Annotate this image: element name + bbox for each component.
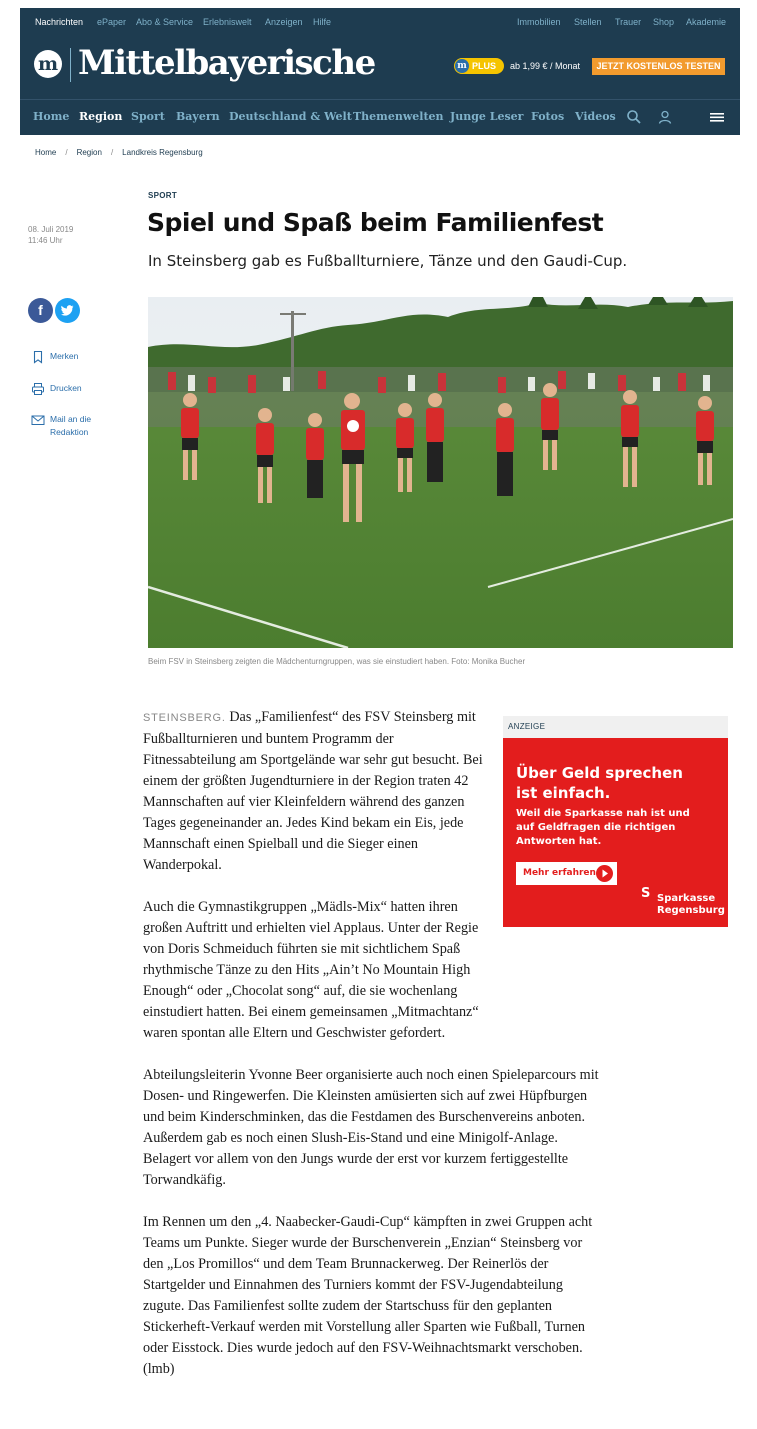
nav-item-sport[interactable]: Sport [131,110,165,123]
user-icon[interactable] [657,109,673,125]
search-icon[interactable] [626,109,642,125]
free-trial-button[interactable]: JETZT KOSTENLOS TESTEN [592,58,725,75]
mail-editor-label: Mail an die Redaktion [50,414,92,437]
nav-item-home[interactable]: Home [33,110,70,123]
breadcrumb: Home / Region / Landkreis Regensburg [35,148,203,157]
menu-icon[interactable] [709,109,725,125]
ad-headline: Über Geld sprechen ist einfach. [516,764,683,802]
play-arrow-icon [596,865,613,882]
twitter-icon [55,298,80,323]
article-paragraph: Auch die Gymnastikgruppen „Mädls-Mix“ hatten ihren großen Auftritt und erhielten viel Applaus. Unter der Regie von Doris Schmeiduch führten sie mit sichtlichem Spaß rhythmische Tänze zu den Hits „Ain’t No Mountain High Enough“ oder „Chocolat song“ auf, die sie wochenlang einstudiert hatten. Bei einem gemeinsamen „Mitmachtanz“ waren spontan alle Eltern und Geschwister gefordert. [143,899,479,1041]
plus-badge[interactable] [454,58,504,74]
ad-label: ANZEIGE [503,716,728,738]
topbar-link-nachrichten[interactable]: Nachrichten [35,17,84,27]
article-paragraph: STEINSBERG. Das „Familienfest“ des FSV Steinsberg mit Fußballturnieren und buntem Programm der Fitnessabteilung am Sportgelände war sehr gut besucht. Bei einem der größten Jugendturniere in der Region traten 42 Mannschaften auf vier Kleinfeldern während des ganzen Tages gegeneinander an. Jedes Kind bekam ein Eis, jede Mannschaft einen Spielball und die Sieger einen Wanderpokal. [143,709,483,873]
bookmark-icon [31,350,45,364]
article-kicker[interactable]: SPORT [148,191,178,200]
nav-item-junge-leser[interactable]: Junge Leser [450,110,524,123]
plus-logo-icon: m [455,59,469,73]
sparkasse-logo-icon: S [641,886,651,901]
breadcrumb-region[interactable]: Region [76,148,102,157]
bookmark-label: Merken [50,351,79,361]
sparkasse-ad[interactable] [503,738,728,927]
nav-item-deutschland-welt[interactable]: Deutschland & Welt [229,110,352,123]
facebook-share-button[interactable] [28,298,53,323]
article-subtitle: In Steinsberg gab es Fußballturniere, Tänze und den Gaudi-Cup. [148,252,628,270]
article-image[interactable] [148,297,733,648]
subscription-price: ab 1,99 € / Monat [510,61,581,71]
publish-date-day: 08. Juli 2019 [28,225,74,234]
topbar-link-epaper[interactable]: ePaper [97,17,127,27]
brand-name: Mittelbayerische [78,43,375,83]
article-dateline: STEINSBERG. [143,712,226,724]
brand-divider [70,48,71,82]
topbar-link-erlebniswelt[interactable]: Erlebniswelt [203,17,252,27]
mail-icon [31,413,45,427]
topbar-link-trauer[interactable]: Trauer [615,17,642,27]
facebook-icon: f [38,302,43,318]
sports-field-photo [148,297,733,648]
plus-label: PLUS [472,61,497,71]
ad-subline: Weil die Sparkasse nah ist und auf Geldfragen die richtigen Antworten hat. [516,808,690,847]
article-paragraph: Abteilungsleiterin Yvonne Beer organisierte auch noch einen Spieleparcours mit Dosen- und Ringewerfen. Die Kleinsten amüsierten sich auf zwei Hüpfburgen und beim Kinderschminken, das die Festdamen des Burschenvereins anboten. Außerdem gab es noch einen Slush-Eis-Stand und eine Minigolf-Anlage. Belagert vor allem von den Jungs wurde der erst vor kurzem fertiggestellte Torwandkäfig. [143,1067,599,1188]
print-label: Drucken [50,383,82,393]
topbar-link-abo-service[interactable]: Abo & Service [136,17,194,27]
publish-date [28,224,73,246]
topbar-link-anzeigen[interactable]: Anzeigen [265,17,303,27]
topbar-link-akademie[interactable]: Akademie [686,17,727,27]
breadcrumb-landkreis[interactable]: Landkreis Regensburg [122,148,203,157]
twitter-share-button[interactable] [55,298,80,323]
topbar-link-immobilien[interactable]: Immobilien [517,17,561,27]
nav-item-videos[interactable]: Videos [575,110,616,123]
brand-logo-icon: m [34,50,62,78]
ad-more-button[interactable] [516,862,617,885]
topbar-link-shop[interactable]: Shop [653,17,675,27]
main-navigation [20,99,740,135]
article-title: Spiel und Spaß beim Familienfest [147,208,604,237]
article-paragraph: Im Rennen um den „4. Naabecker-Gaudi-Cup“ kämpften in zwei Gruppen acht Teams um Punkte. Sieger wurde der Burschenverein „Enzian“ Steinsberg vor den „Los Promillos“ und dem Team Brunnackerweg. Der Reinerlös der Startgelder und Einnahmen des Turniers kommt der FSV-Jugendabteilung zugute. Das Familienfest sollte zudem der Startschuss für den geplanten Stickerheft-Verkauf werden mit Vorstellung aller Sparten wie Fußball, Turnen oder Eisstock. Dies wurde jedoch auf den FSV-Weihnachtsmarkt verschoben. (lmb) [143,1214,593,1377]
topbar-link-stellen[interactable]: Stellen [574,17,602,27]
site-header [20,8,740,135]
publish-date-time: 11:46 Uhr [28,236,63,245]
top-bar [20,8,740,36]
nav-item-region[interactable]: Region [79,110,123,123]
breadcrumb-home[interactable]: Home [35,148,57,157]
printer-icon [31,382,45,396]
nav-item-bayern[interactable]: Bayern [176,110,220,123]
ad-more-label: Mehr erfahren [523,868,596,878]
nav-item-fotos[interactable]: Fotos [531,110,565,123]
nav-item-themenwelten[interactable]: Themenwelten [353,110,444,123]
image-caption: Beim FSV in Steinsberg zeigten die Mädchenturngruppen, was sie einstudiert haben. Foto: Monika Bucher [148,657,526,666]
ad-brand: Sparkasse Regensburg [657,893,725,916]
topbar-link-hilfe[interactable]: Hilfe [313,17,332,27]
